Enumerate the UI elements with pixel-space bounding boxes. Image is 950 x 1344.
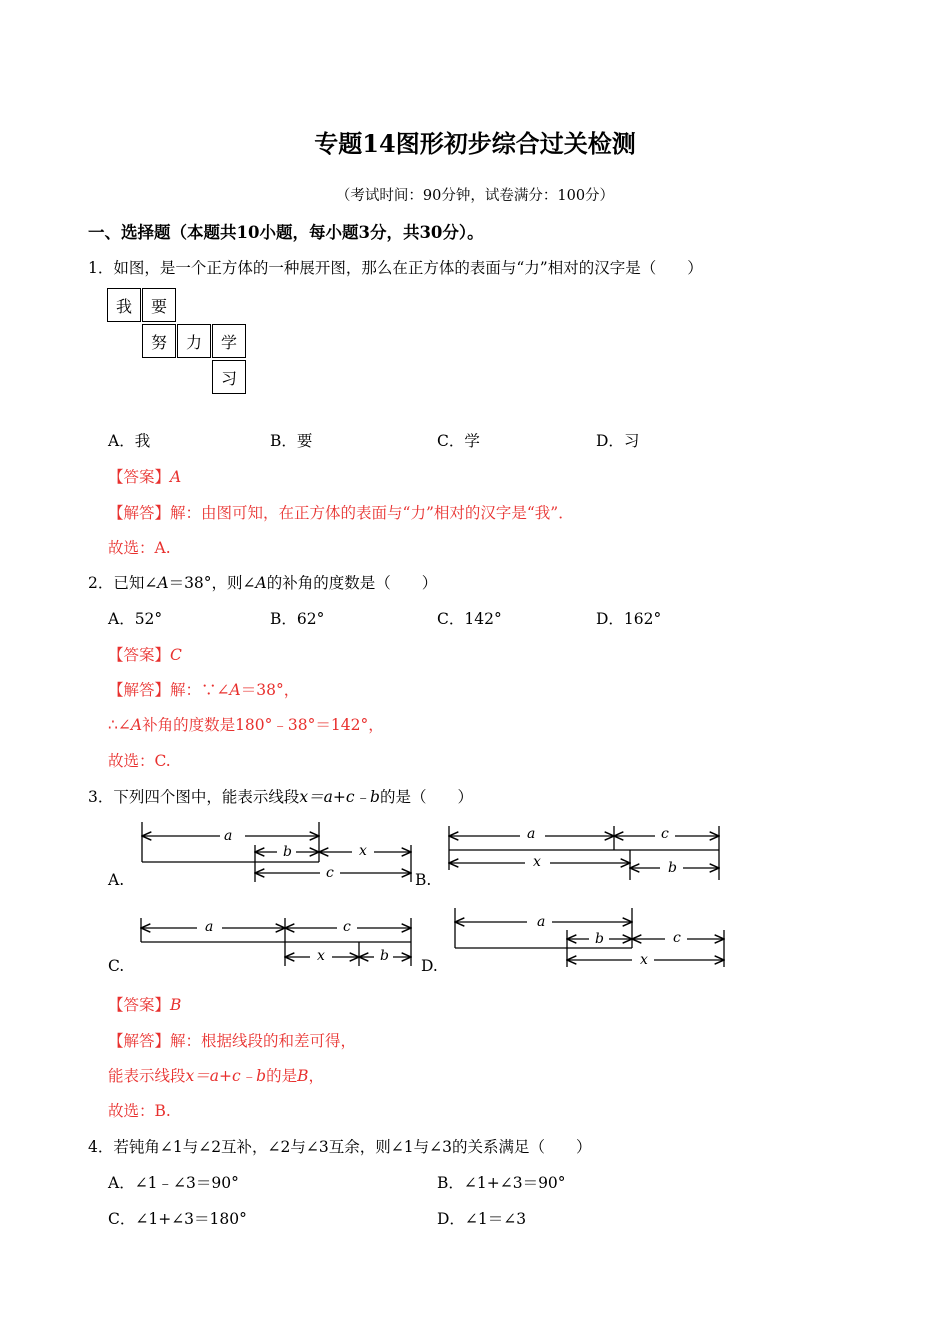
net-cell: 习 xyxy=(212,360,246,394)
label-b: b xyxy=(380,948,389,964)
diagram-c xyxy=(141,918,411,966)
label-c: c xyxy=(343,919,351,935)
q1-option-b: B．要 xyxy=(270,432,313,450)
q1-choose: 故选：A. xyxy=(108,539,171,557)
label-a: a xyxy=(205,919,214,935)
q1-option-a: A．我 xyxy=(108,432,151,450)
label-x: x xyxy=(640,952,648,968)
q2-answer: 【答案】C xyxy=(108,646,182,664)
q3-option-a-label: A. xyxy=(108,871,125,889)
q2-solution: 【解答】解：∵∠A＝38°， xyxy=(108,681,300,699)
diagram-d xyxy=(455,908,724,967)
q1-option-d: D．习 xyxy=(596,432,640,450)
label-c: c xyxy=(661,826,669,842)
q4-stem: 4．若钝角∠1与∠2互补，∠2与∠3互余，则∠1与∠3的关系满足（ ） xyxy=(88,1138,592,1156)
net-cell: 努 xyxy=(142,324,176,358)
exam-info: （考试时间：90分钟，试卷满分：100分） xyxy=(335,188,615,204)
label-c: c xyxy=(326,865,334,881)
q2-option-c: C．142° xyxy=(437,610,502,628)
label-b: b xyxy=(595,931,604,947)
q3-solution: 【解答】解：根据线段的和差可得， xyxy=(108,1032,357,1050)
net-cell: 我 xyxy=(107,288,141,322)
diagram-a xyxy=(142,822,411,882)
label-x: x xyxy=(317,948,325,964)
q3-option-d-label: D. xyxy=(421,957,438,975)
q2-option-a: A．52° xyxy=(108,610,163,628)
label-a: a xyxy=(527,826,536,842)
page-title: 专题14图形初步综合过关检测 xyxy=(314,129,636,158)
net-cell: 要 xyxy=(142,288,176,322)
label-b: b xyxy=(668,860,677,876)
q1-solution: 【解答】解：由图可知，在正方体的表面与“力”相对的汉字是“我”． xyxy=(108,504,574,522)
label-a: a xyxy=(224,828,233,844)
diagram-b xyxy=(449,826,719,880)
net-cell: 学 xyxy=(212,324,246,358)
q4-option-d: D．∠1＝∠3 xyxy=(437,1210,527,1228)
q3-choose: 故选：B. xyxy=(108,1102,171,1120)
section-heading: 一、选择题（本题共10小题，每小题3分，共30分）。 xyxy=(88,223,484,242)
q2-option-b: B．62° xyxy=(270,610,325,628)
q3-option-b-label: B. xyxy=(415,871,432,889)
q2-choose: 故选：C. xyxy=(108,752,171,770)
label-x: x xyxy=(533,854,541,870)
q2-solution-line2: ∴∠A补角的度数是180°﹣38°＝142°， xyxy=(108,716,384,734)
q2-option-d: D．162° xyxy=(596,610,662,628)
q3-stem: 3．下列四个图中，能表示线段x＝a+c﹣b的是（ ） xyxy=(88,788,473,806)
q4-option-c: C．∠1+∠3＝180° xyxy=(108,1210,247,1228)
q1-stem: 1．如图，是一个正方体的一种展开图，那么在正方体的表面与“力”相对的汉字是（ ） xyxy=(88,259,703,277)
q3-solution-line2: 能表示线段x＝a+c﹣b的是B， xyxy=(108,1067,325,1085)
q4-option-b: B．∠1+∠3＝90° xyxy=(437,1174,566,1192)
q1-option-c: C．学 xyxy=(437,432,480,450)
q4-option-a: A．∠1﹣∠3＝90° xyxy=(108,1174,239,1192)
label-b: b xyxy=(283,844,292,860)
q1-answer: 【答案】A xyxy=(108,468,182,486)
q2-stem: 2．已知∠A＝38°，则∠A的补角的度数是（ ） xyxy=(88,574,438,592)
label-x: x xyxy=(359,843,367,859)
label-c: c xyxy=(673,930,681,946)
q3-answer: 【答案】B xyxy=(108,996,182,1014)
label-a: a xyxy=(537,914,546,930)
net-cell: 力 xyxy=(177,324,211,358)
q3-option-c-label: C. xyxy=(108,957,125,975)
